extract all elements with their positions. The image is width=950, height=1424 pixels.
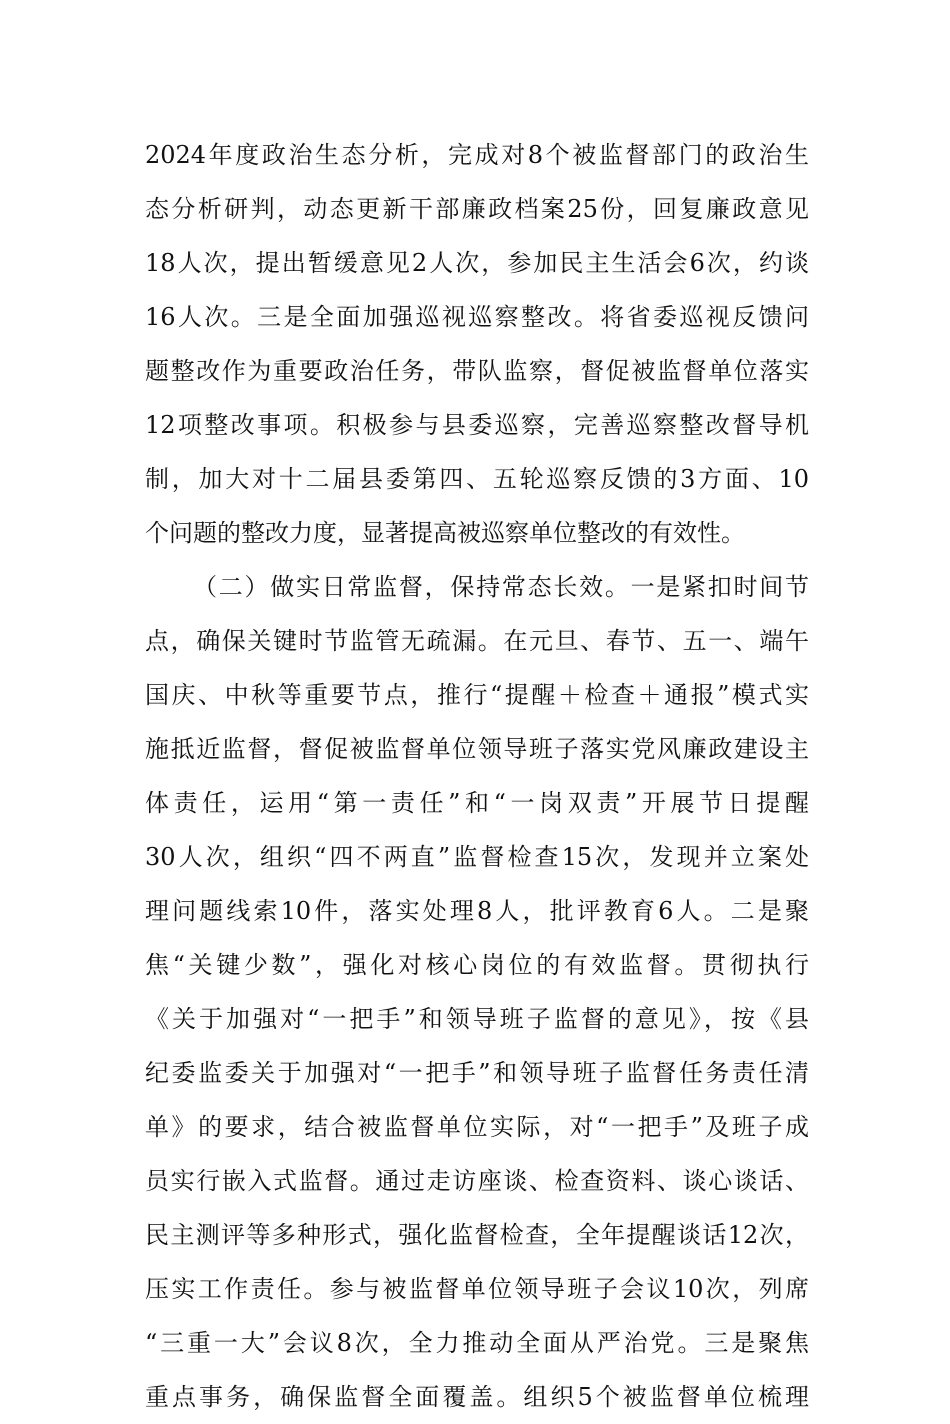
document-body	[145, 128, 809, 1424]
text-line: 2024年度政治生态分析，完成对8个被监督部门的政治生	[145, 141, 809, 169]
text-line: 18人次，提出暂缓意见2人次，参加民主生活会6次，约谈	[145, 249, 809, 277]
text-line: 焦“关键少数”，强化对核心岗位的有效监督。贯彻执行	[145, 951, 809, 979]
text-line: 题整改作为重要政治任务，带队监察，督促被监督单位落实	[145, 357, 809, 385]
section-heading-line: （二）做实日常监督，保持常态长效。一是紧扣时间节	[193, 573, 809, 601]
text-line: 制，加大对十二届县委第四、五轮巡察反馈的3方面、10	[145, 465, 809, 493]
text-line: 施抵近监督，督促被监督单位领导班子落实党风廉政建设主	[145, 735, 809, 763]
text-line: 纪委监委关于加强对“一把手”和领导班子监督任务责任清	[145, 1059, 809, 1087]
text-line: 重点事务，确保监督全面覆盖。组织5个被监督单位梳理	[145, 1383, 809, 1411]
text-line: 《关于加强对“一把手”和领导班子监督的意见》，按《县	[145, 1005, 809, 1033]
text-line: 个问题的整改力度，显著提高被巡察单位整改的有效性。	[145, 519, 745, 547]
text-line: 12项整改事项。积极参与县委巡察，完善巡察整改督导机	[145, 411, 809, 439]
text-line: 态分析研判，动态更新干部廉政档案25份，回复廉政意见	[145, 195, 809, 223]
text-line: 理问题线索10件，落实处理8人，批评教育6人。二是聚	[145, 897, 809, 925]
text-line: 30人次，组织“四不两直”监督检查15次，发现并立案处	[145, 843, 809, 871]
text-line: 民主测评等多种形式，强化监督检查，全年提醒谈话12次，	[145, 1221, 809, 1249]
text-line: “三重一大”会议8次，全力推动全面从严治党。三是聚焦	[145, 1329, 809, 1357]
text-line: 压实工作责任。参与被监督单位领导班子会议10次，列席	[145, 1275, 809, 1303]
text-line: 国庆、中秋等重要节点，推行“提醒＋检查＋通报”模式实	[145, 681, 809, 709]
text-line: 员实行嵌入式监督。通过走访座谈、检查资料、谈心谈话、	[145, 1167, 809, 1195]
paragraph-2	[145, 560, 809, 1424]
text-line: 16人次。三是全面加强巡视巡察整改。将省委巡视反馈问	[145, 303, 809, 331]
text-line: 单》的要求，结合被监督单位实际，对“一把手”及班子成	[145, 1113, 809, 1141]
paragraph-1	[145, 128, 809, 560]
text-line: 点，确保关键时节监管无疏漏。在元旦、春节、五一、端午	[145, 627, 809, 655]
text-line: 体责任，运用“第一责任”和“一岗双责”开展节日提醒	[145, 789, 809, 817]
